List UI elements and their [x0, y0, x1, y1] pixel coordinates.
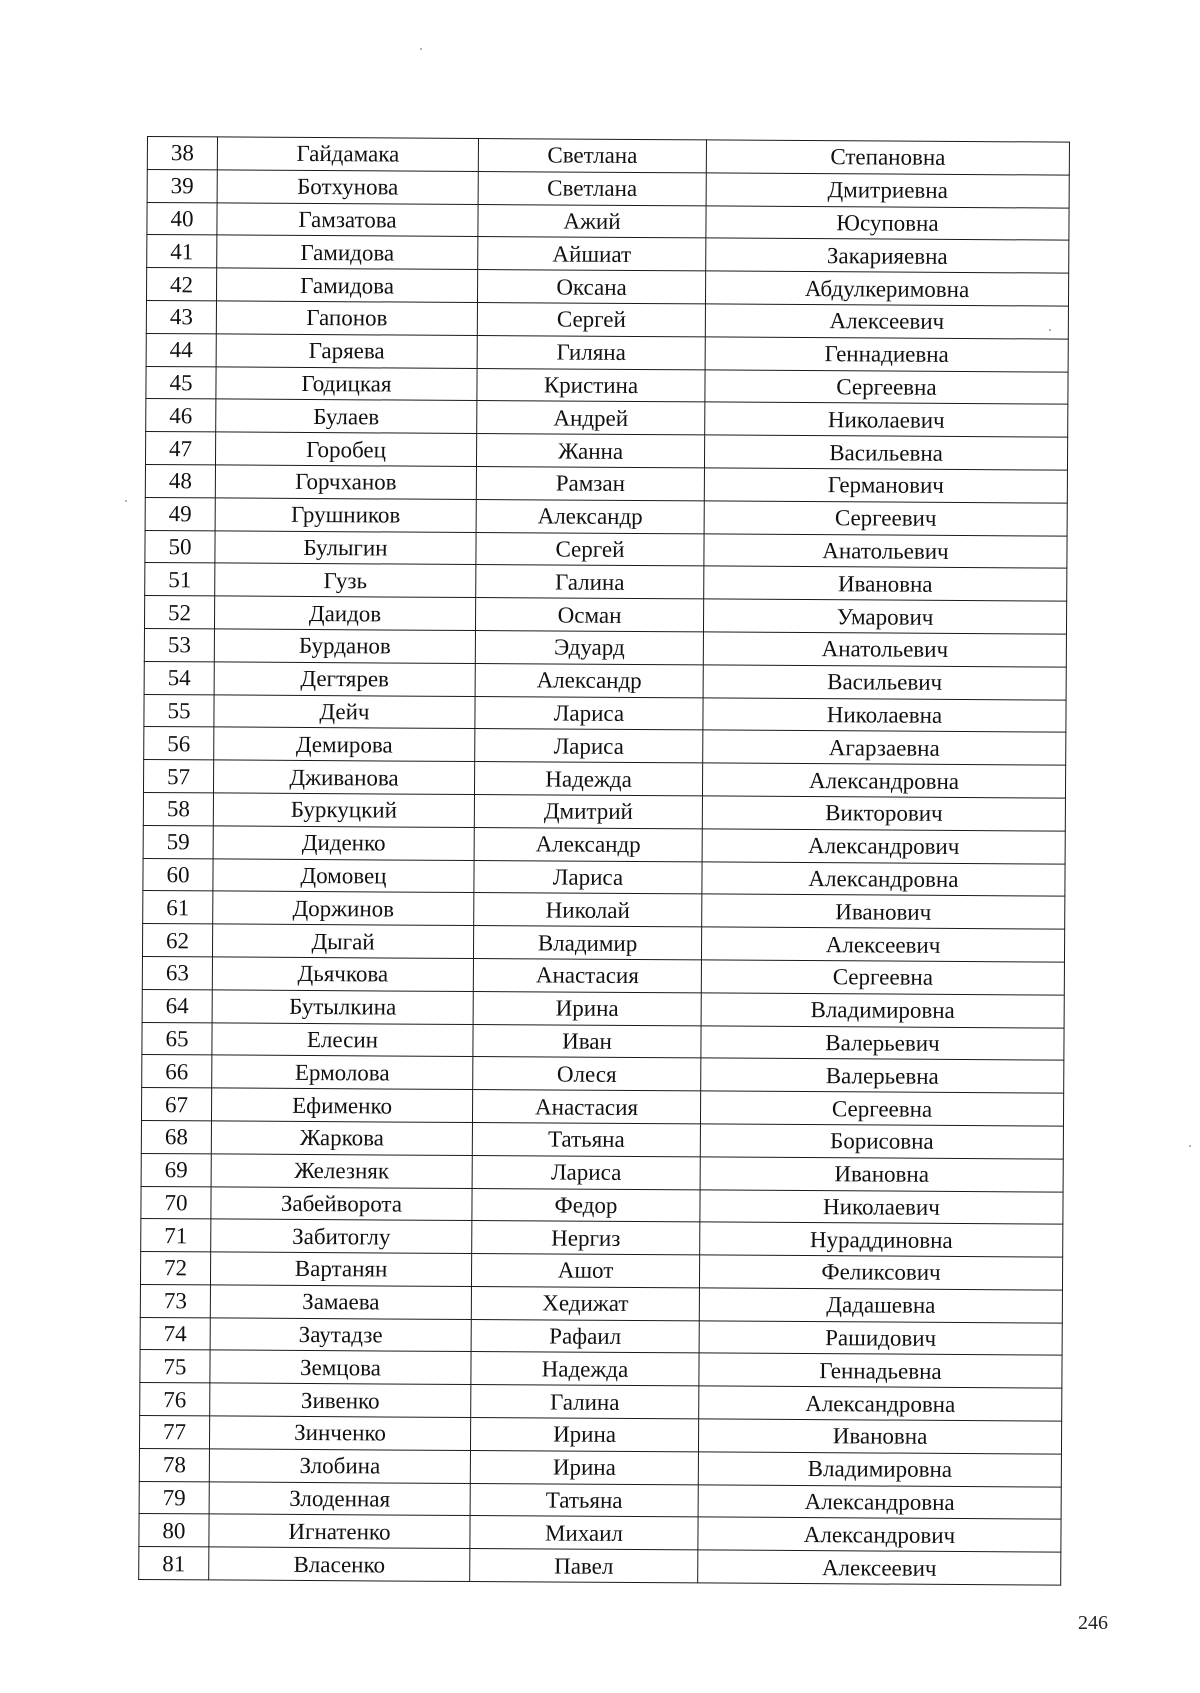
first-name-cell: Галина — [476, 565, 704, 599]
first-name-cell: Надежда — [474, 762, 702, 796]
person-list-table — [138, 136, 1070, 1586]
row-number-cell: 74 — [140, 1317, 210, 1350]
first-name-cell: Осман — [475, 598, 703, 632]
last-name-cell: Дыгай — [212, 924, 473, 958]
row-number-cell: 44 — [146, 333, 216, 366]
first-name-cell: Олеся — [473, 1057, 701, 1091]
scan-speck — [420, 48, 422, 50]
patronymic-cell: Васильевич — [703, 665, 1066, 700]
patronymic-cell: Николаевна — [703, 697, 1066, 732]
patronymic-cell: Геннадьевна — [699, 1353, 1062, 1388]
row-number-cell: 40 — [147, 202, 217, 235]
row-number-cell: 49 — [145, 497, 215, 530]
row-number-cell: 54 — [144, 661, 214, 694]
patronymic-cell: Васильевна — [704, 435, 1067, 470]
row-number-cell: 65 — [142, 1022, 212, 1055]
patronymic-cell: Агарзаевна — [703, 730, 1066, 765]
last-name-cell: Горчханов — [215, 465, 476, 499]
last-name-cell: Вартанян — [210, 1252, 471, 1286]
last-name-cell: Злоденная — [209, 1482, 470, 1516]
last-name-cell: Демирова — [214, 727, 475, 761]
last-name-cell: Доржинов — [213, 891, 474, 925]
patronymic-cell: Владимировна — [698, 1452, 1061, 1487]
patronymic-cell: Умарович — [703, 599, 1066, 634]
patronymic-cell: Юсуповна — [706, 206, 1069, 241]
scan-speck — [1189, 1145, 1191, 1147]
last-name-cell: Бурданов — [214, 629, 475, 663]
last-name-cell: Гайдамака — [217, 137, 478, 171]
patronymic-cell: Александровна — [699, 1386, 1062, 1421]
patronymic-cell: Николаевич — [700, 1189, 1063, 1224]
patronymic-cell: Анатольевич — [704, 533, 1067, 568]
row-number-cell: 64 — [142, 989, 212, 1022]
row-number-cell: 47 — [145, 432, 215, 465]
patronymic-cell: Иванович — [702, 894, 1065, 929]
row-number-cell: 66 — [142, 1055, 212, 1088]
row-number-cell: 67 — [141, 1088, 211, 1121]
first-name-cell: Александр — [476, 499, 704, 533]
row-number-cell: 57 — [143, 760, 213, 793]
first-name-cell: Федор — [472, 1188, 700, 1222]
first-name-cell: Анастасия — [473, 958, 701, 992]
row-number-cell: 43 — [146, 300, 216, 333]
last-name-cell: Жаркова — [211, 1121, 472, 1155]
row-number-cell: 48 — [145, 464, 215, 497]
row-number-cell: 73 — [140, 1284, 210, 1317]
patronymic-cell: Александрович — [698, 1517, 1061, 1552]
patronymic-cell: Александровна — [702, 763, 1065, 798]
row-number-cell: 42 — [146, 268, 216, 301]
last-name-cell: Гаряева — [216, 334, 477, 368]
patronymic-cell: Анатольевич — [703, 632, 1066, 667]
row-number-cell: 72 — [140, 1252, 210, 1285]
row-number-cell: 70 — [141, 1186, 211, 1219]
first-name-cell: Александр — [475, 663, 703, 697]
row-number-cell: 68 — [141, 1120, 211, 1153]
last-name-cell: Диденко — [213, 826, 474, 860]
first-name-cell: Светлана — [478, 139, 706, 173]
first-name-cell: Лариса — [474, 860, 702, 894]
first-name-cell: Ирина — [470, 1418, 698, 1452]
table-row — [139, 1547, 1061, 1585]
first-name-cell: Сергей — [477, 303, 705, 337]
patronymic-cell: Дадашевна — [699, 1288, 1062, 1323]
last-name-cell: Гузь — [215, 563, 476, 597]
row-number-cell: 58 — [143, 792, 213, 825]
first-name-cell: Ирина — [473, 991, 701, 1025]
first-name-cell: Павел — [470, 1549, 698, 1583]
last-name-cell: Зивенко — [210, 1383, 471, 1417]
first-name-cell: Лариса — [475, 729, 703, 763]
last-name-cell: Гамидова — [217, 235, 478, 269]
patronymic-cell: Дмитриевна — [706, 173, 1069, 208]
last-name-cell: Гамзатова — [217, 203, 478, 237]
patronymic-cell: Александрович — [702, 829, 1065, 864]
row-number-cell: 69 — [141, 1153, 211, 1186]
patronymic-cell: Германович — [704, 468, 1067, 503]
patronymic-cell: Ивановна — [704, 566, 1067, 601]
first-name-cell: Светлана — [478, 171, 706, 205]
row-number-cell: 81 — [139, 1547, 209, 1580]
patronymic-cell: Рашидович — [699, 1321, 1062, 1356]
first-name-cell: Ажий — [478, 204, 706, 238]
last-name-cell: Булаев — [216, 399, 477, 433]
first-name-cell: Николай — [474, 893, 702, 927]
patronymic-cell: Сергеевна — [701, 960, 1064, 995]
row-number-cell: 51 — [145, 563, 215, 596]
patronymic-cell: Ивановна — [700, 1157, 1063, 1192]
patronymic-cell: Степановна — [706, 140, 1069, 175]
row-number-cell: 80 — [139, 1514, 209, 1547]
first-name-cell: Нергиз — [472, 1221, 700, 1255]
first-name-cell: Ирина — [470, 1450, 698, 1484]
person-list-body — [139, 137, 1070, 1586]
patronymic-cell: Нураддиновна — [700, 1222, 1063, 1257]
last-name-cell: Замаева — [210, 1285, 471, 1319]
last-name-cell: Ефименко — [211, 1088, 472, 1122]
last-name-cell: Грушников — [215, 498, 476, 532]
row-number-cell: 60 — [143, 858, 213, 891]
first-name-cell: Хедижат — [471, 1286, 699, 1320]
patronymic-cell: Геннадиевна — [705, 337, 1068, 372]
page-number: 246 — [1078, 1612, 1108, 1634]
last-name-cell: Власенко — [209, 1547, 470, 1581]
patronymic-cell: Валерьевич — [701, 1025, 1064, 1060]
row-number-cell: 39 — [147, 169, 217, 202]
last-name-cell: Ермолова — [212, 1055, 473, 1089]
first-name-cell: Айшиат — [478, 237, 706, 271]
scan-speck — [1049, 329, 1051, 331]
last-name-cell: Игнатенко — [209, 1514, 470, 1548]
last-name-cell: Дживанова — [213, 760, 474, 794]
patronymic-cell: Борисовна — [700, 1124, 1063, 1159]
row-number-cell: 50 — [145, 530, 215, 563]
last-name-cell: Дейч — [214, 694, 475, 728]
patronymic-cell: Сергеевна — [705, 369, 1068, 404]
last-name-cell: Бутылкина — [212, 990, 473, 1024]
first-name-cell: Анастасия — [472, 1090, 700, 1124]
patronymic-cell: Валерьевна — [701, 1058, 1064, 1093]
row-number-cell: 45 — [146, 366, 216, 399]
first-name-cell: Галина — [471, 1385, 699, 1419]
first-name-cell: Рамзан — [476, 466, 704, 500]
last-name-cell: Дегтярев — [214, 662, 475, 696]
last-name-cell: Злобина — [209, 1449, 470, 1483]
patronymic-cell: Александровна — [702, 861, 1065, 896]
last-name-cell: Буркуцкий — [213, 793, 474, 827]
row-number-cell: 38 — [147, 137, 217, 170]
first-name-cell: Лариса — [472, 1155, 700, 1189]
last-name-cell: Домовец — [213, 858, 474, 892]
first-name-cell: Михаил — [470, 1516, 698, 1550]
last-name-cell: Горобец — [215, 432, 476, 466]
first-name-cell: Эдуард — [475, 630, 703, 664]
row-number-cell: 75 — [140, 1350, 210, 1383]
row-number-cell: 46 — [146, 399, 216, 432]
first-name-cell: Гиляна — [477, 335, 705, 369]
row-number-cell: 63 — [142, 956, 212, 989]
first-name-cell: Лариса — [475, 696, 703, 730]
last-name-cell: Железняк — [211, 1154, 472, 1188]
last-name-cell: Ботхунова — [217, 170, 478, 204]
first-name-cell: Александр — [474, 827, 702, 861]
patronymic-cell: Алексеевич — [701, 927, 1064, 962]
last-name-cell: Забитоглу — [211, 1219, 472, 1253]
patronymic-cell: Николаевич — [705, 402, 1068, 437]
last-name-cell: Забейворота — [211, 1186, 472, 1220]
row-number-cell: 52 — [144, 596, 214, 629]
first-name-cell: Татьяна — [472, 1122, 700, 1156]
last-name-cell: Булыгин — [215, 530, 476, 564]
first-name-cell: Жанна — [476, 434, 704, 468]
patronymic-cell: Викторович — [702, 796, 1065, 831]
last-name-cell: Даидов — [214, 596, 475, 630]
row-number-cell: 71 — [141, 1219, 211, 1252]
row-number-cell: 59 — [143, 825, 213, 858]
row-number-cell: 76 — [140, 1383, 210, 1416]
last-name-cell: Годицкая — [216, 367, 477, 401]
row-number-cell: 77 — [139, 1416, 209, 1449]
last-name-cell: Гапонов — [216, 301, 477, 335]
patronymic-cell: Ивановна — [698, 1419, 1061, 1454]
last-name-cell: Елесин — [212, 1022, 473, 1056]
patronymic-cell: Феликсович — [699, 1255, 1062, 1290]
row-number-cell: 55 — [144, 694, 214, 727]
last-name-cell: Заутадзе — [210, 1318, 471, 1352]
row-number-cell: 79 — [139, 1481, 209, 1514]
first-name-cell: Татьяна — [470, 1483, 698, 1517]
first-name-cell: Рафаил — [471, 1319, 699, 1353]
patronymic-cell: Закарияевна — [706, 238, 1069, 273]
first-name-cell: Оксана — [477, 270, 705, 304]
patronymic-cell: Алексеевич — [705, 304, 1068, 339]
last-name-cell: Земцова — [210, 1350, 471, 1384]
patronymic-cell: Сергеевна — [700, 1091, 1063, 1126]
patronymic-cell: Абдулкеримовна — [705, 271, 1068, 306]
first-name-cell: Сергей — [476, 532, 704, 566]
last-name-cell: Дьячкова — [212, 957, 473, 991]
patronymic-cell: Алексеевич — [698, 1550, 1061, 1585]
first-name-cell: Иван — [473, 1024, 701, 1058]
last-name-cell: Зинченко — [209, 1416, 470, 1450]
first-name-cell: Надежда — [471, 1352, 699, 1386]
scan-speck — [125, 500, 127, 502]
row-number-cell: 56 — [144, 727, 214, 760]
row-number-cell: 41 — [147, 235, 217, 268]
first-name-cell: Ашот — [471, 1254, 699, 1288]
first-name-cell: Андрей — [477, 401, 705, 435]
patronymic-cell: Александровна — [698, 1485, 1061, 1520]
first-name-cell: Дмитрий — [474, 794, 702, 828]
patronymic-cell: Сергеевич — [704, 501, 1067, 536]
row-number-cell: 61 — [143, 891, 213, 924]
first-name-cell: Кристина — [477, 368, 705, 402]
patronymic-cell: Владимировна — [701, 993, 1064, 1028]
row-number-cell: 62 — [142, 924, 212, 957]
last-name-cell: Гамидова — [216, 268, 477, 302]
row-number-cell: 78 — [139, 1448, 209, 1481]
first-name-cell: Владимир — [473, 926, 701, 960]
row-number-cell: 53 — [144, 628, 214, 661]
